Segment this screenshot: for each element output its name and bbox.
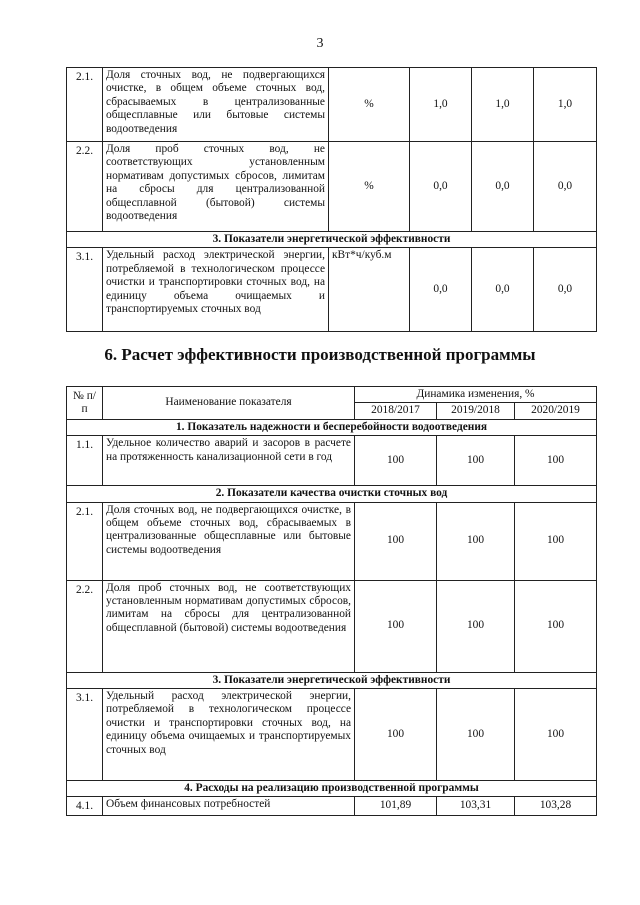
indicator-name: Доля сточных вод, не подвергающихся очистке, в общем объеме сточных вод, сбрасываемых в централизованные общесплавные или бытовые системы водоотведения [103,68,329,142]
row-number: 1.1. [67,436,103,486]
section-heading: 3. Показатели энергетической эффективности [67,672,597,688]
table-row [67,797,597,815]
section-heading: 4. Расходы на реализацию производственной программы [67,781,597,797]
value-cell: 0,0 [534,142,597,232]
value-cell: 103,28 [515,797,597,815]
table-row [67,689,597,781]
section-heading: 3. Показатели энергетической эффективности [67,232,597,248]
value-cell: 100 [437,580,515,672]
value-cell: 1,0 [534,68,597,142]
unit-cell: % [329,68,410,142]
value-cell: 100 [515,436,597,486]
row-number: 2.2. [67,142,103,232]
value-cell: 100 [515,689,597,781]
section-row [67,232,597,248]
row-number: 2.1. [67,68,103,142]
row-number: 2.2. [67,580,103,672]
unit-cell: кВт*ч/куб.м [329,248,410,332]
indicator-name: Объем финансовых потребностей [103,797,355,815]
value-cell: 0,0 [534,248,597,332]
section-row [67,781,597,797]
section-heading: 1. Показатель надежности и бесперебойности водоотведения [67,419,597,435]
page-number: 3 [316,36,324,51]
value-cell: 0,0 [472,248,534,332]
indicator-name: Удельное количество аварий и засоров в расчете на протяженность канализационной сети в год [103,436,355,486]
indicator-name: Удельный расход электрической энергии, потребляемой в технологическом процессе очистки и транспортировки сточных вод, на единицу объема очищаемых и транспортируемых сточных вод [103,248,329,332]
value-cell: 103,31 [437,797,515,815]
efficiency-table [66,386,597,816]
table-row [67,580,597,672]
indicator-name: Доля сточных вод, не подвергающихся очистке, в общем объеме сточных вод, сбрасываемых в централизованные общесплавные или бытовые системы водоотведения [103,502,355,580]
value-cell: 100 [355,436,437,486]
table-row [67,68,597,142]
section-row [67,419,597,435]
value-cell: 100 [437,502,515,580]
value-cell: 100 [437,436,515,486]
indicator-name: Удельный расход электрической энергии, потребляемой в технологическом процессе очистки и транспортировки сточных вод, на единицу объема очищаемых и транспортируемых сточных вод [103,689,355,781]
table-row [67,142,597,232]
section-row [67,486,597,502]
indicator-name: Доля проб сточных вод, не соответствующих установленным нормативам допустимых сбросов, лимитам на сбросы для централизованной общесплавной (бытовой) системы водоотведения [103,142,329,232]
indicators-table-continued [66,67,597,332]
value-cell: 1,0 [472,68,534,142]
row-number: 4.1. [67,797,103,815]
header-year: 2019/2018 [437,403,515,419]
value-cell: 0,0 [410,248,472,332]
header-name: Наименование показателя [103,387,355,420]
value-cell: 100 [437,689,515,781]
header-num: № п/п [67,387,103,420]
value-cell: 0,0 [472,142,534,232]
value-cell: 100 [355,689,437,781]
row-number: 2.1. [67,502,103,580]
section-heading: 2. Показатели качества очистки сточных вод [67,486,597,502]
value-cell: 100 [515,580,597,672]
header-year: 2018/2017 [355,403,437,419]
indicator-name: Доля проб сточных вод, не соответствующих установленным нормативам допустимых сбросов, лимитам на сбросы для централизованной общесплавной (бытовой) системы водоотведения [103,580,355,672]
value-cell: 100 [355,502,437,580]
table-row [67,248,597,332]
section-title: 6. Расчет эффективности производственной программы [104,345,536,364]
table-row [67,436,597,486]
value-cell: 100 [355,580,437,672]
row-number: 3.1. [67,248,103,332]
header-year: 2020/2019 [515,403,597,419]
header-dynamics: Динамика изменения, % [355,387,597,403]
unit-cell: % [329,142,410,232]
value-cell: 100 [515,502,597,580]
value-cell: 101,89 [355,797,437,815]
value-cell: 0,0 [410,142,472,232]
section-row [67,672,597,688]
row-number: 3.1. [67,689,103,781]
table-row [67,502,597,580]
value-cell: 1,0 [410,68,472,142]
